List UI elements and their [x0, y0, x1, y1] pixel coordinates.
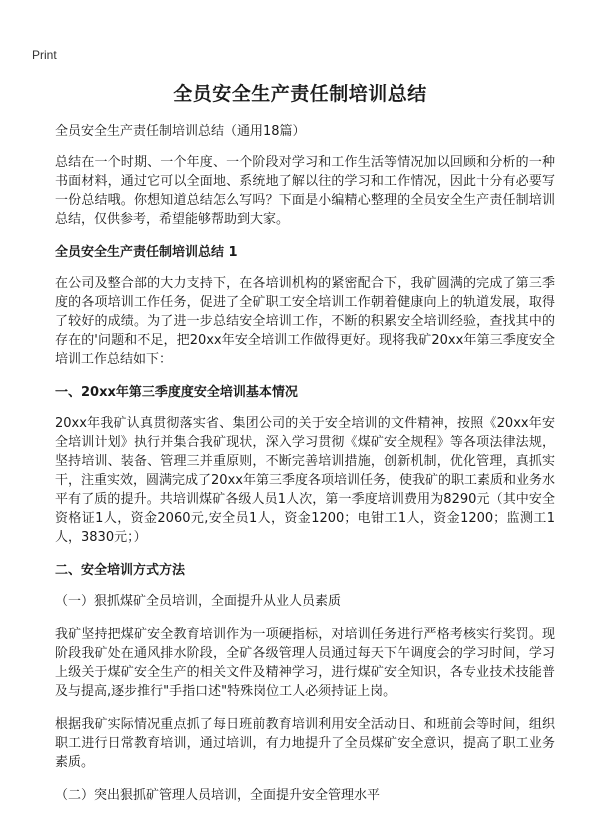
- subheading-management-training: （二）突出狠抓矿管理人员培训，全面提升安全管理水平: [55, 788, 381, 803]
- intro-paragraph: 总结在一个时期、一个年度、一个阶段对学习和工作生活等情况加以回顾和分析的一种书面材料，通过它可以全面地、系统地了解以往的学习和工作情况，因此十分有必要写一份总结哦。你想知道总结怎么写吗？下面是小编精心整理的全员安全生产责任制培训总结，仅供参考，希望能够帮助到大家。: [55, 155, 555, 227]
- heading-training-methods: 二、安全培训方式方法: [55, 563, 186, 578]
- document-subtitle: 全员安全生产责任制培训总结（通用18篇）: [55, 124, 306, 139]
- section-heading-1: 全员安全生产责任制培训总结 1: [55, 245, 238, 260]
- page-title: 全员安全生产责任制培训总结: [173, 83, 427, 105]
- daily-training-paragraph: 根据我矿实际情况重点抓了每日班前教育培训利用安全活动日、和班前会等时间，组织职工进行日常教育培训，通过培训，有力地提升了全员煤矿安全意识，提高了职工业务素质。: [55, 717, 555, 770]
- all-staff-training-paragraph: 我矿坚持把煤矿安全教育培训作为一项硬指标，对培训任务进行严格考核实行奖罚。现阶段我矿处在通风排水阶段，全矿各级管理人员通过每天下午调度会的学习时间，学习上级关于煤矿安全生产的相关文件及精神学习，进行煤矿安全知识，各专业技术技能普及与提高,逐步推行"手指口述"特殊岗位工人必须持证上岗。: [55, 627, 555, 699]
- basic-situation-paragraph: 20xx年我矿认真贯彻落实省、集团公司的关于安全培训的文件精神，按照《20xx年安全培训计划》执行并集合我矿现状，深入学习贯彻《煤矿安全规程》等各项法律法规，坚持培训、装备、管理三并重原则，不断完善培训措施，创新机制，优化管理，真抓实干，注重实效，圆满完成了20xx年第三季度各项培训任务，使我矿的职工素质和业务水平有了质的提升。共培训煤矿各级人员1人次，第一季度培训费用为8290元（其中安全资格证1人，资金2060元,安全员1人，资金1200；电钳工1人，资金1200；监测工1人，3830元；）: [55, 416, 555, 545]
- document-body: [55, 122, 555, 819]
- heading-basic-situation: 一、20xx年第三季度度安全培训基本情况: [55, 385, 298, 400]
- subheading-all-staff-training: （一）狠抓煤矿全员培训，全面提升从业人员素质: [55, 594, 342, 609]
- print-link[interactable]: Print: [32, 48, 57, 62]
- section-1-paragraph: 在公司及整合部的大力支持下，在各培训机构的紧密配合下，我矿圆满的完成了第三季度的各项培训工作任务，促进了全矿职工安全培训工作朝着健康向上的轨道发展，取得了较好的成绩。为了进一步总结安全培训工作，不断的积累安全培训经验，查找其中的存在的'问题和不足，把20xx年安全培训工作做得更好。现将我矿20xx年第三季度安全培训工作总结如下：: [55, 276, 555, 367]
